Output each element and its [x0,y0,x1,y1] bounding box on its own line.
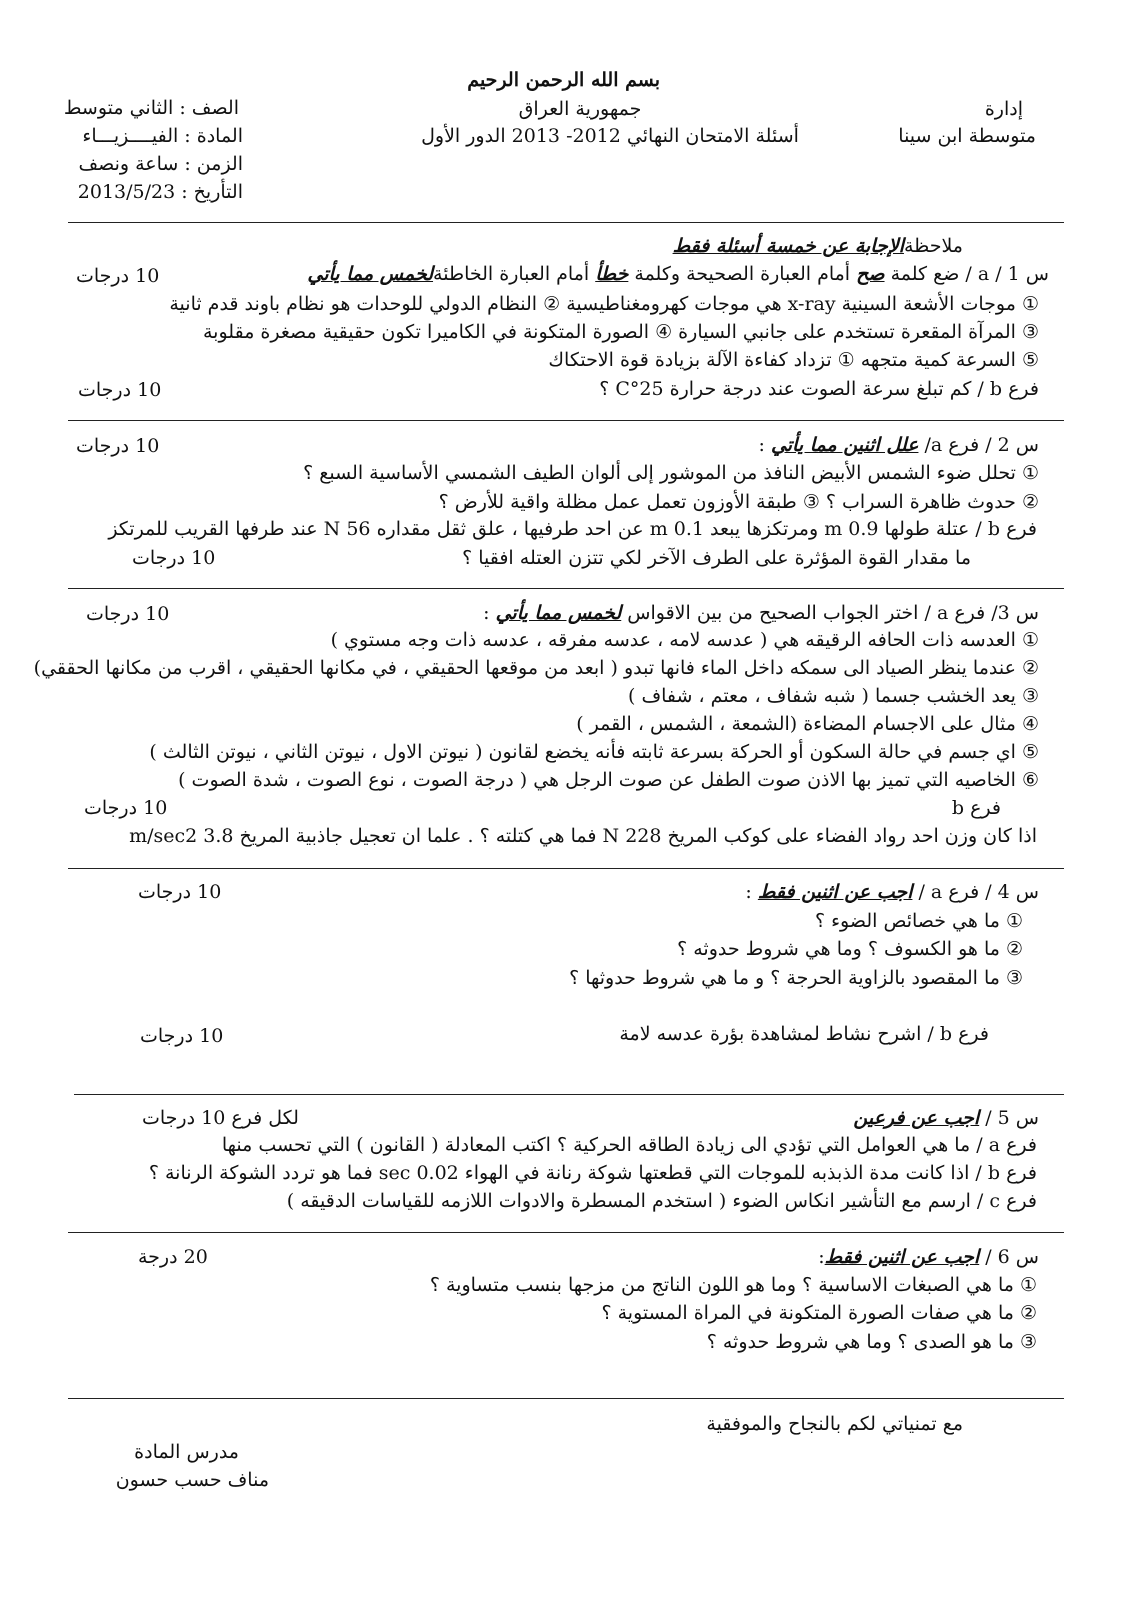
q5-branch-b: فرع b / اذا كانت مدة الذبذبه للموجات التي قطعتها شوكة رنانة في الهواء 0.02 sec فما هو تردد الشوكة الرنانة ؟ [148,1162,1037,1184]
q1-line-2: ③ المرآة المقعرة تستخدم على جانبي السيارة ④ الصورة المتكونة في الكاميرا تكون حقيقية مصغرة مقلوبة [203,321,1039,343]
grade-info: الصف : الثاني متوسط [63,97,239,119]
q1-b-marks: 10 درجات [78,379,162,401]
q3-header: س 3/ فرع a / اختر الجواب الصحيح من بين الاقواس لخمس مما يأتي : [483,602,1039,624]
divider [74,1094,1064,1095]
q2-b-marks: 10 درجات [132,547,216,569]
q3-branch-b-label: فرع b [951,797,1001,819]
q4-marks: 10 درجات [138,881,222,903]
q1-header: س 1 / a / ضع كلمة صح أمام العبارة الصحيحة وكلمة خطأ أمام العبارة الخاطئةلخمس مما يأتي [307,263,1049,285]
q1-branch-b: فرع b / كم تبلغ سرعة الصوت عند درجة حرارة 25°C ؟ [599,378,1039,400]
q3-line-4: ④ مثال على الاجسام المضاءة (الشمعة ، الشمس ، القمر ) [576,713,1039,735]
q1-line-3: ⑤ السرعة كمية متجهه ① تزداد كفاءة الآلة بزيادة قوة الاحتكاك [548,349,1039,371]
country-name: جمهورية العراق [518,98,642,120]
q4-branch-b: فرع b / اشرح نشاط لمشاهدة بؤرة عدسه لامة [619,1023,989,1045]
q6-header: س 6 / اجب عن اثنين فقط: [818,1246,1039,1268]
q4-line-2: ② ما هو الكسوف ؟ وما هي شروط حدوثه ؟ [677,938,1023,960]
school-name: متوسطة ابن سينا [898,125,1036,147]
q2-branch-b-line-1: فرع b / عتلة طولها 0.9 m ومرتكزها يبعد 0.1 m عن احد طرفيها ، علق ثقل مقداره 56 N عند طرفها القريب للمرتكز [108,518,1037,540]
q3-marks: 10 درجات [86,603,170,625]
divider [68,1398,1064,1399]
instructions-note: ملاحظةالإجابة عن خمسة أسئلة فقط [672,235,963,257]
basmala: بسم الله الرحمن الرحيم [467,69,660,91]
teacher-title: مدرس المادة [134,1441,239,1463]
q4-line-3: ③ ما المقصود بالزاوية الحرجة ؟ و ما هي شروط حدوثها ؟ [569,967,1023,989]
divider [68,1232,1064,1233]
q5-branch-a: فرع a / ما هي العوامل التي تؤدي الى زيادة الطاقه الحركية ؟ اكتب المعادلة ( القانون ) التي تحسب منها [221,1134,1037,1156]
admin-label: إدارة [984,98,1023,120]
q5-branch-c: فرع c / ارسم مع التأشير انكاس الضوء ( استخدم المسطرة والادوات اللازمه للقياسات الدقيقه ) [286,1190,1037,1212]
divider [68,868,1064,869]
q6-line-2: ② ما هي صفات الصورة المتكونة في المراة المستوية ؟ [601,1302,1037,1324]
divider [68,588,1064,589]
divider [68,420,1064,421]
q2-header: س 2 / فرع a/ علل اثنين مما يأتي : [758,434,1039,456]
q4-b-marks: 10 درجات [140,1025,224,1047]
q6-line-3: ③ ما هو الصدى ؟ وما هي شروط حدوثه ؟ [706,1331,1037,1353]
q6-line-1: ① ما هي الصبغات الاساسية ؟ وما هو اللون الناتج من مزجها بنسب متساوية ؟ [429,1274,1037,1296]
q4-line-1: ① ما هي خصائص الضوء ؟ [814,910,1023,932]
q3-b-marks: 10 درجات [84,797,168,819]
q5-header: س 5 / اجب عن فرعين [853,1107,1039,1129]
q3-line-1: ① العدسه ذات الحافه الرقيقه هي ( عدسه لامه ، عدسه مفرقه ، عدسه ذات وجه مستوي ) [330,629,1039,651]
q6-marks: 20 درجة [138,1246,208,1268]
q3-line-6: ⑥ الخاصيه التي تميز بها الاذن صوت الطفل عن صوت الرجل هي ( درجة الصوت ، نوع الصوت ، شدة الصوت ) [178,769,1039,791]
q3-line-5: ⑤ اي جسم في حالة السكون أو الحركة بسرعة ثابته فأنه يخضع لقانون ( نيوتن الاول ، نيوتن الثاني ، نيوتن الثالث ) [149,741,1039,763]
exam-title: أسئلة الامتحان النهائي 2012- 2013 الدور الأول [421,125,799,147]
q1-marks: 10 درجات [76,265,160,287]
teacher-name: مناف حسب حسون [115,1469,269,1491]
date-info: التأريخ : 2013/5/23 [77,181,243,203]
q4-header: س 4 / فرع a / اجب عن اثنين فقط : [745,881,1039,903]
q2-marks: 10 درجات [76,435,160,457]
q5-marks: لكل فرع 10 درجات [142,1107,299,1129]
q2-branch-b-line-2: ما مقدار القوة المؤثرة على الطرف الآخر لكي تتزن العتله افقيا ؟ [462,547,971,569]
q2-line-1: ① تحلل ضوء الشمس الأبيض النافذ من الموشور إلى ألوان الطيف الشمسي الأساسية السبع ؟ [303,462,1039,484]
q3-line-3: ③ يعد الخشب جسما ( شبه شفاف ، معتم ، شفاف ) [628,685,1039,707]
q1-line-1: ① موجات الأشعة السينية x-ray هي موجات كهرومغناطيسية ② النظام الدولي للوحدات هو نظام باوند قدم ثانية [169,293,1039,315]
divider [68,222,1064,223]
closing-wishes: مع تمنياتي لكم بالنجاح والموفقية [706,1413,963,1435]
subject-info: المادة : الفيــــزيـــاء [82,125,243,147]
q3-branch-b-line: اذا كان وزن احد رواد الفضاء على كوكب المريخ 228 N فما هي كتلته ؟ . علما ان تعجيل جاذبية المريخ 3.8 m/sec2 [129,825,1037,847]
q2-line-2: ② حدوث ظاهرة السراب ؟ ③ طبقة الأوزون تعمل عمل مظلة واقية للأرض ؟ [438,491,1039,513]
time-info: الزمن : ساعة ونصف [78,153,243,175]
q3-line-2: ② عندما ينظر الصياد الى سمكه داخل الماء فانها تبدو ( ابعد من موقعها الحقيقي ، في مكانها الحقيقي ، اقرب من مكانها الحققي) [33,657,1039,679]
